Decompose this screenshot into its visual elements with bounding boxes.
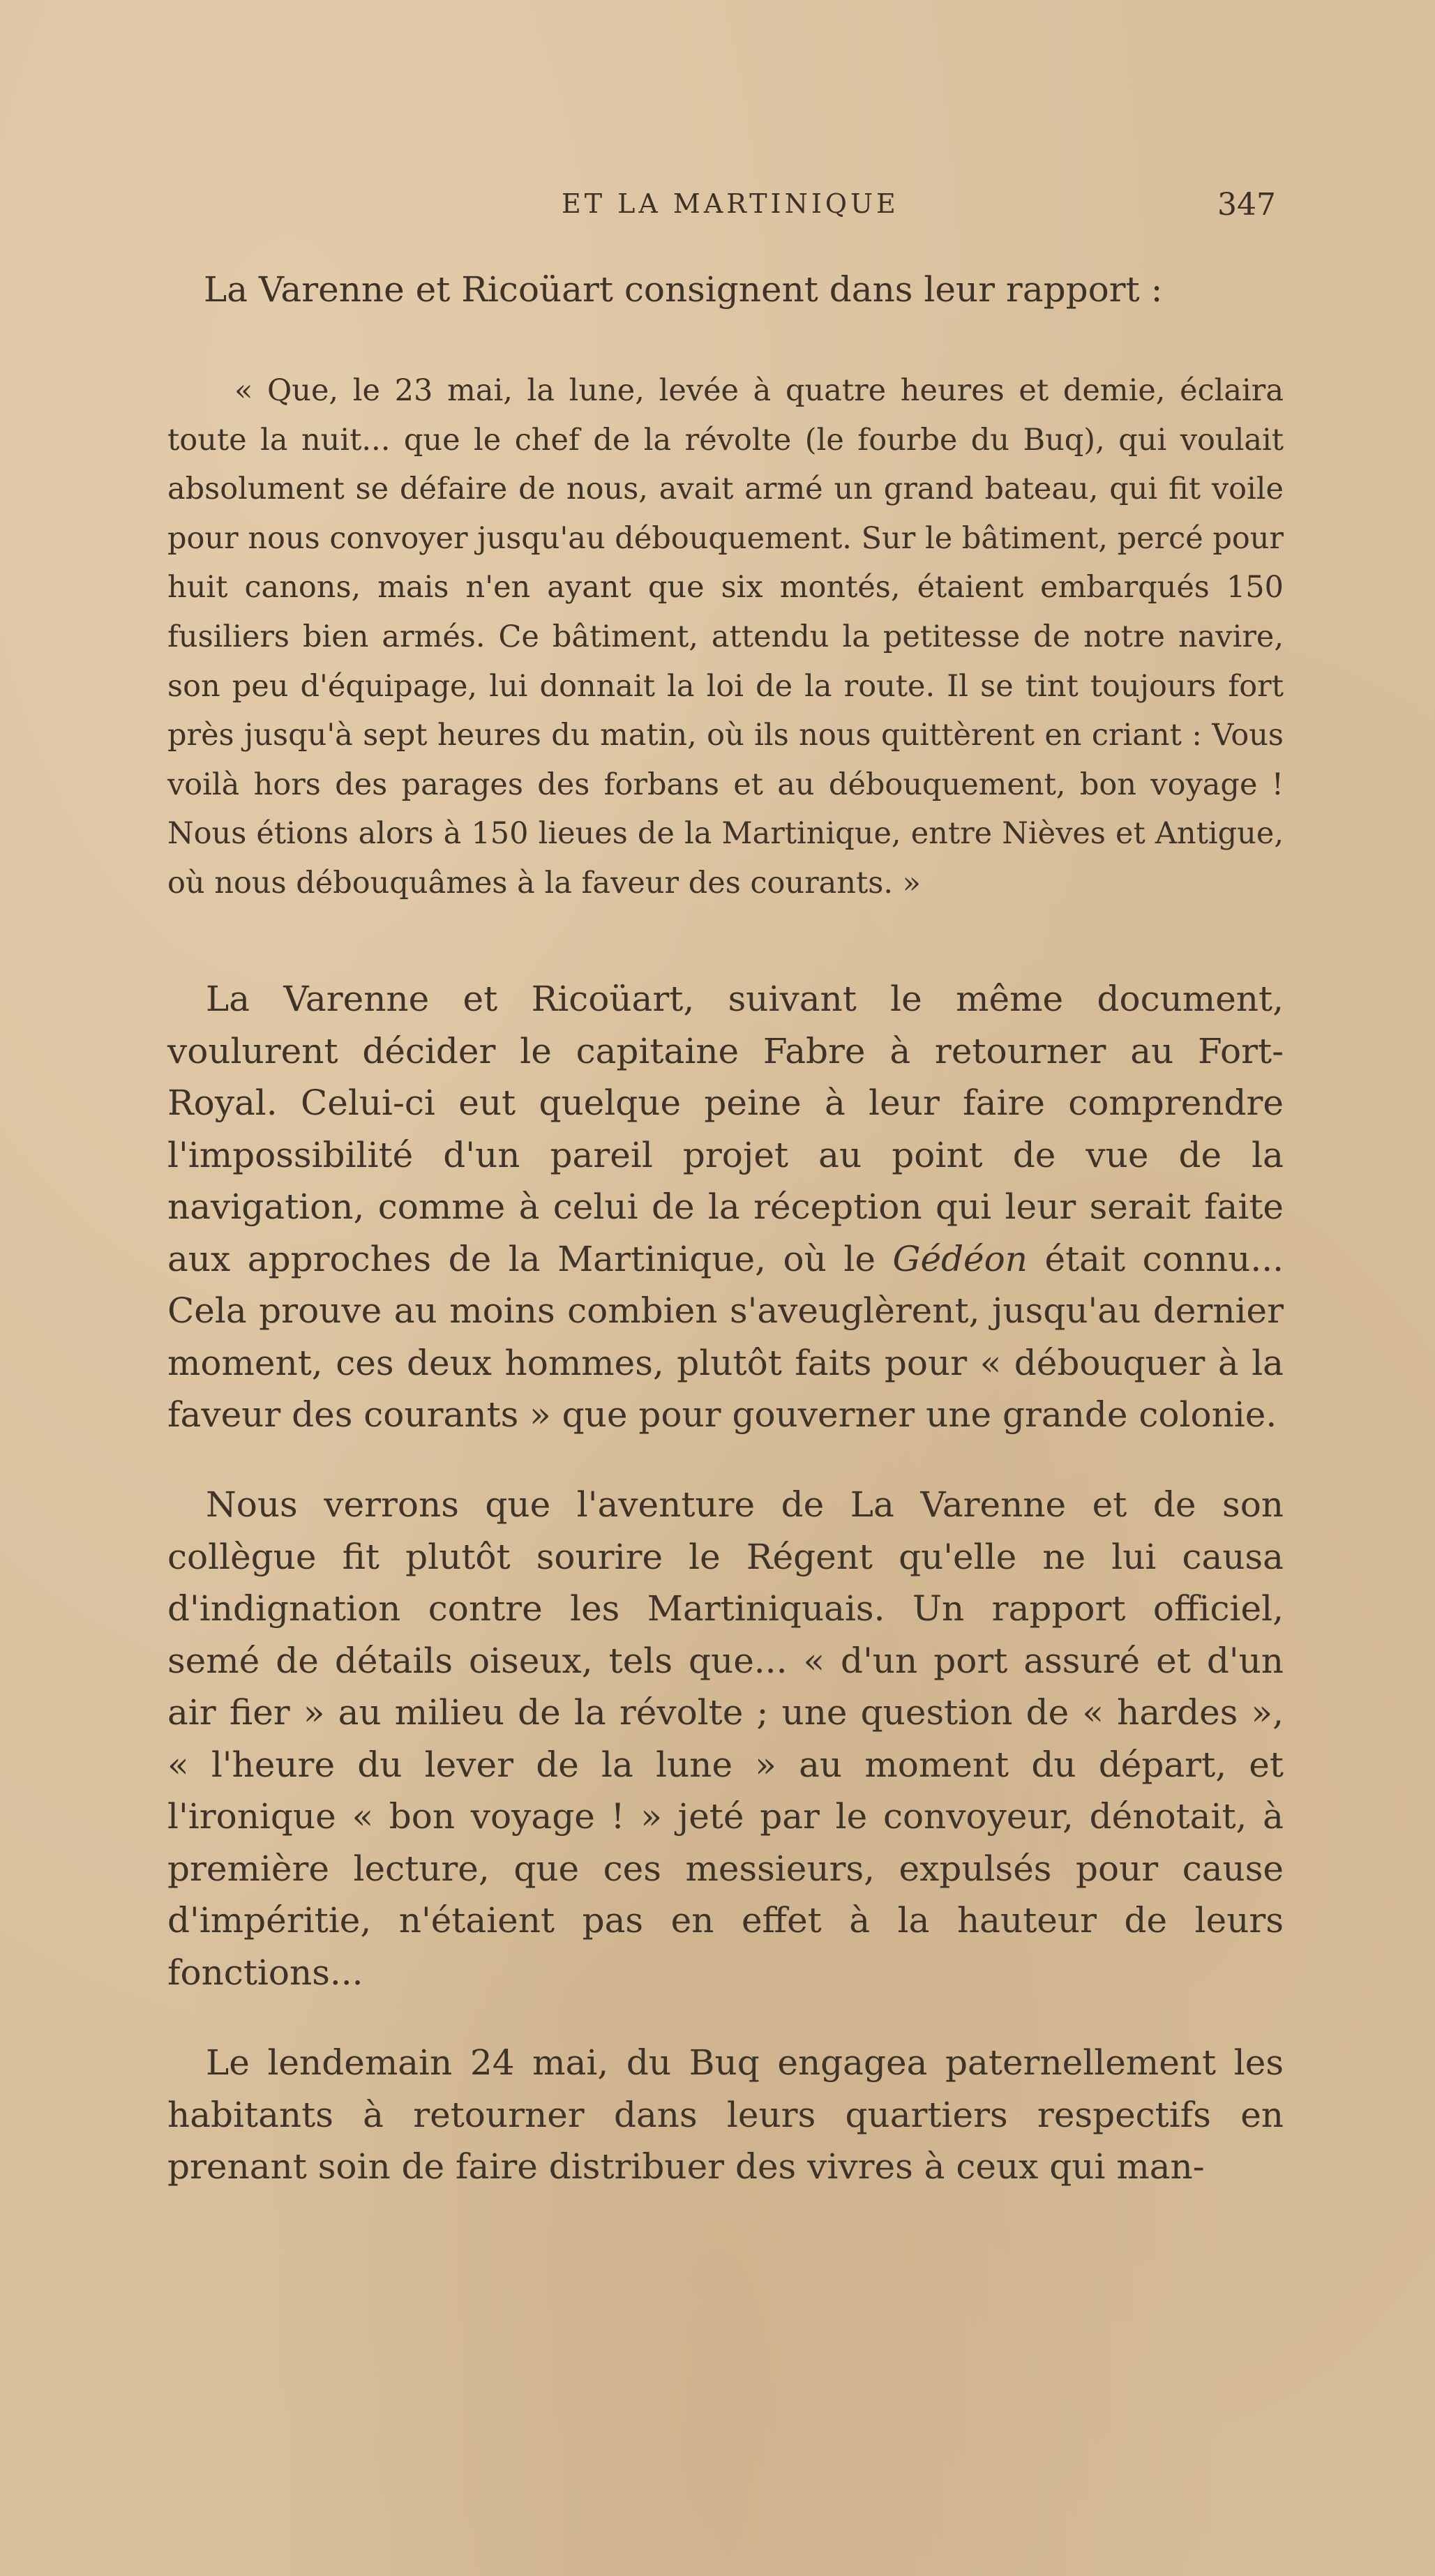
paragraph-1: [167, 973, 1284, 1441]
paragraph-2: Nous verrons que l'aventure de La Varenne et de son collègue fit plutôt sourire le Régent qu'elle ne lui causa d'indignation contre les Martiniquais. Un rapport officiel, semé de détails oiseux, tels que... « d'un port assuré et d'un air fier » au milieu de la révolte ; une question de « hardes », « l'heure du lever de la lune » au moment du départ, et l'ironique « bon voyage ! » jeté par le convoyeur, dénotait, à première lecture, que ces messieurs, expulsés pour cause d'impéritie, n'étaient pas en effet à la hauteur de leurs fonctions...: [167, 1484, 1284, 1993]
page-number: 347: [1217, 187, 1276, 223]
running-title: ET LA MARTINIQUE: [562, 188, 899, 219]
paragraph-1-text-b: était connu... Cela prouve au moins combien s'aveuglèrent, jusqu'au dernier moment, ces deux hommes, plutôt faits pour « débouquer à la faveur des courants » que pour gouverner une grande colonie.: [167, 1238, 1284, 1435]
paragraph-1-text-a: La Varenne et Ricoüart, suivant le même document, voulurent décider le capitaine Fabre à retourner au Fort-Royal. Celui-ci eut quelque peine à leur faire comprendre l'impossibilité d'un pareil projet au point de vue de la navigation, comme à celui de la réception qui leur serait faite aux approches de la Martinique, où le: [167, 979, 1284, 1279]
ship-name: Gédéon: [892, 1238, 1028, 1279]
paragraph-3: Le lendemain 24 mai, du Buq engagea paternellement les habitants à retourner dans leurs quartiers respectifs en prenant soin de faire distribuer des vivres à ceux qui man-: [167, 2042, 1284, 2187]
intro-paragraph: La Varenne et Ricoüart consignent dans leur rapport :: [204, 269, 1163, 310]
quoted-report: « Que, le 23 mai, la lune, levée à quatre heures et demie, éclaira toute la nuit... que le chef de la révolte (le fourbe du Buq), qui voulait absolument se défaire de nous, avait armé un grand bateau, qui fit voile pour nous convoyer jusqu'au débouquement. Sur le bâtiment, percé pour huit canons, mais n'en ayant que six montés, étaient embarqués 150 fusiliers bien armés. Ce bâtiment, attendu la petitesse de notre navire, son peu d'équipage, lui donnait la loi de la route. Il se tint toujours fort près jusqu'à sept heures du matin, où ils nous quittèrent en criant : Vous voilà hors des parages des forbans et au débouquement, bon voyage ! Nous étions alors à 150 lieues de la Martinique, entre Nièves et Antigue, où nous débouquâmes à la faveur des courants. »: [167, 373, 1284, 901]
